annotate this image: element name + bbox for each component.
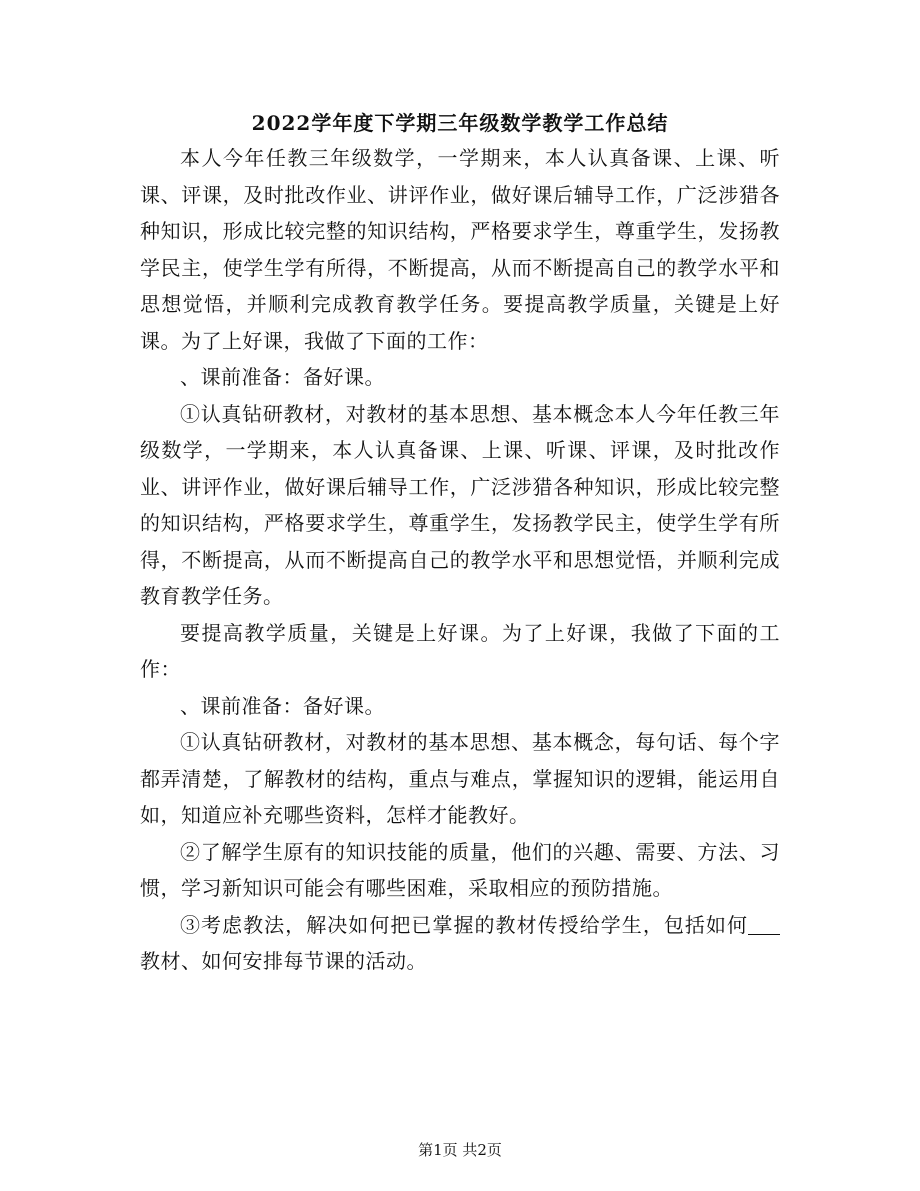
fill-in-blank xyxy=(748,914,780,935)
item-3-text-after: 教材、如何安排每节课的活动。 xyxy=(140,949,427,973)
paragraph-intro: 本人今年任教三年级数学，一学期来，本人认真备课、上课、听课、评课，及时批改作业、讲评作业，做好课后辅导工作，广泛涉猎各种知识，形成比较完整的知识结构，严格要求学生，尊重学生，发扬教学民主，使学生学有所得，不断提高，从而不断提高自己的教学水平和思想觉悟，并顺利完成教育教学任务。要提高教学质量，关键是上好课。为了上好课，我做了下面的工作： xyxy=(140,146,780,353)
paragraph-quality: 要提高教学质量，关键是上好课。为了上好课，我做了下面的工作： xyxy=(140,620,780,681)
page-number-footer: 第1页 共2页 xyxy=(418,1141,502,1159)
paragraph-item-1b: ①认真钻研教材，对教材的基本思想、基本概念，每句话、每个字都弄清楚，了解教材的结构，重点与难点，掌握知识的逻辑，能运用自如，知道应补充哪些资料，怎样才能教好。 xyxy=(140,730,780,827)
paragraph-heading-prep-2: 、课前准备：备好课。 xyxy=(180,693,385,718)
document-body xyxy=(140,140,780,980)
paragraph-item-1a: ①认真钻研教材，对教材的基本思想、基本概念本人今年任教三年级数学，一学期来，本人认真备课、上课、听课、评课，及时批改作业、讲评作业，做好课后辅导工作，广泛涉猎各种知识，形成比较完整的知识结构，严格要求学生，尊重学生，发扬教学民主，使学生学有所得，不断提高，从而不断提高自己的教学水平和思想觉悟，并顺利完成教育教学任务。 xyxy=(140,401,780,608)
paragraph-item-2: ②了解学生原有的知识技能的质量，他们的兴趣、需要、方法、习惯，学习新知识可能会有哪些困难，采取相应的预防措施。 xyxy=(140,839,780,900)
paragraph-heading-prep-1: 、课前准备：备好课。 xyxy=(180,365,385,389)
document-title: 2022学年度下学期三年级数学教学工作总结 xyxy=(251,111,669,135)
paragraph-item-3 xyxy=(140,907,780,980)
item-3-text-before: ③考虑教法，解决如何把已掌握的教材传授给学生，包括如何 xyxy=(180,912,748,937)
